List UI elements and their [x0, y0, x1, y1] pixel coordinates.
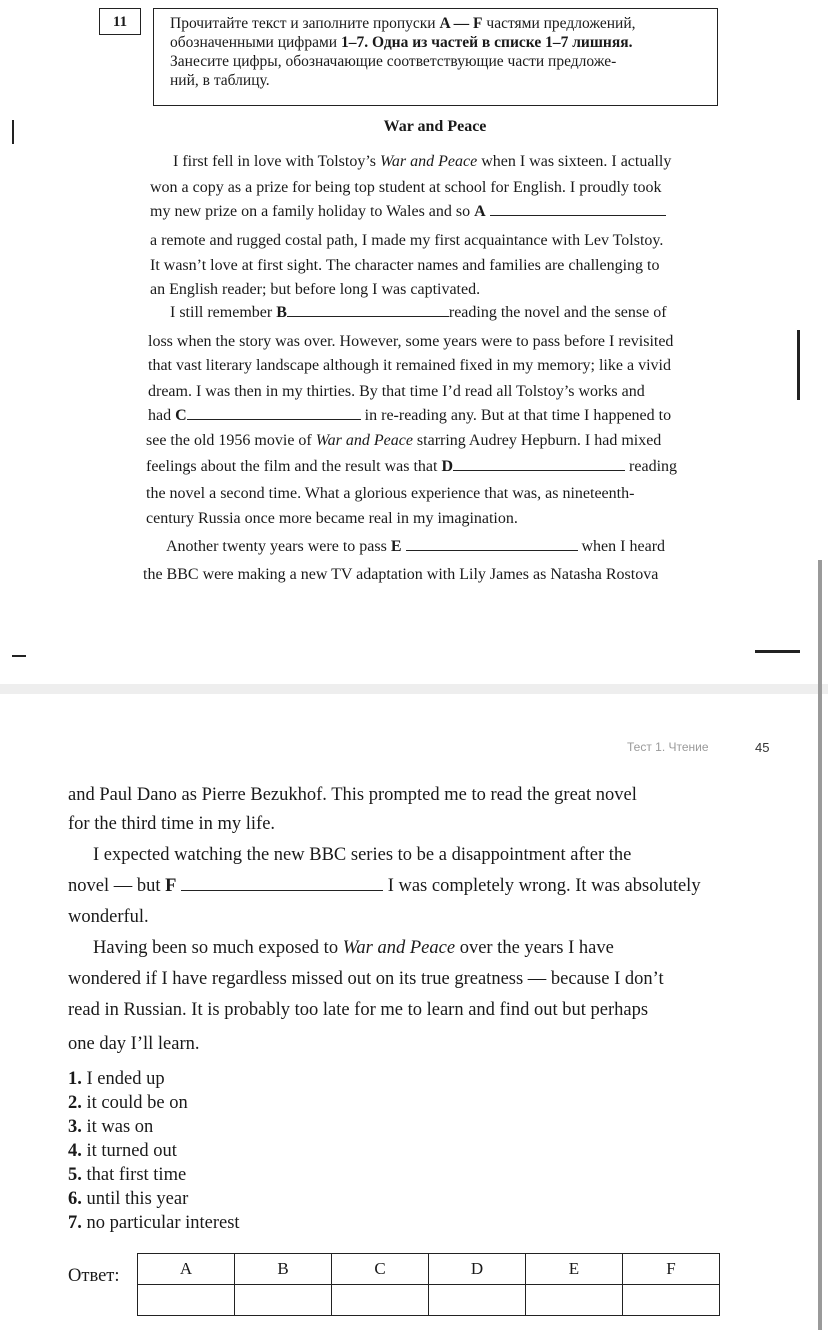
answer-table [137, 1253, 720, 1316]
text-line: I first fell in love with Tolstoy’s War and Peace when I was sixteen. I actually [173, 153, 672, 170]
gap-label: F [165, 876, 177, 896]
answer-input-cell[interactable] [623, 1285, 720, 1316]
gap-blank-e [406, 538, 578, 551]
text-line: wonderful. [68, 907, 149, 927]
answer-label: Ответ: [68, 1266, 120, 1286]
gap-label: E [390, 538, 402, 555]
scan-edge-mark [797, 330, 800, 400]
answer-header-cell: B [235, 1254, 332, 1285]
text-line: an English reader; but before long I was captivated. [150, 281, 481, 298]
option-item: 2. it could be on [68, 1093, 188, 1113]
text-line: It wasn’t love at first sight. The character names and families are challenging to [150, 257, 660, 274]
text-line: feelings about the film and the result was that D reading [146, 458, 678, 475]
text-line: and Paul Dano as Pierre Bezukhof. This prompted me to read the great novel [68, 785, 637, 805]
text-line: see the old 1956 movie of War and Peace starring Audrey Hepburn. I had mixed [146, 432, 662, 449]
text-line: dream. I was then in my thirties. By that time I’d read all Tolstoy’s works and [148, 383, 645, 400]
answer-header-cell: A [138, 1254, 235, 1285]
gap-blank-b [287, 304, 449, 317]
scan-edge-mark [12, 655, 26, 657]
text-line: my new prize on a family holiday to Wales and so A [150, 203, 666, 221]
answer-input-cell[interactable] [429, 1285, 526, 1316]
answer-input-cell[interactable] [332, 1285, 429, 1316]
text-line: one day I’ll learn. [68, 1034, 200, 1054]
text-line: loss when the story was over. However, some years were to pass before I revisited [148, 333, 674, 350]
text-line: Having been so much exposed to War and Peace over the years I have [93, 938, 614, 958]
option-item: 5. that first time [68, 1165, 187, 1185]
option-item: 4. it turned out [68, 1141, 177, 1161]
answer-header-cell: E [526, 1254, 623, 1285]
gap-blank-f [181, 878, 383, 891]
text-line: I still remember B reading the novel and the sense of [170, 304, 667, 321]
text-line: a remote and rugged costal path, I made my first acquaintance with Lev Tolstoy. [150, 232, 664, 249]
text-line: the novel a second time. What a glorious experience that was, as nineteenth- [146, 485, 635, 502]
answer-input-cell[interactable] [235, 1285, 332, 1316]
gap-label: C [175, 407, 187, 424]
text-line: novel — but F I was completely wrong. It was absolutely [68, 876, 701, 896]
scrollbar[interactable] [818, 560, 822, 1330]
answer-header-cell: D [429, 1254, 526, 1285]
scan-edge-mark [755, 650, 800, 653]
running-header: Тест 1. Чтение [627, 740, 709, 754]
gap-blank-a [490, 203, 666, 216]
scan-edge-mark [12, 120, 14, 144]
text-line: read in Russian. It is probably too late for me to learn and find out but perhaps [68, 1000, 649, 1020]
text-line: had C in re-reading any. But at that time I happened to [148, 407, 672, 424]
gap-blank-c [187, 407, 361, 420]
text-line: century Russia once more became real in my imagination. [146, 510, 518, 527]
answer-input-cell[interactable] [138, 1285, 235, 1316]
text-line: the BBC were making a new TV adaptation with Lily James as Natasha Rostova [143, 566, 659, 583]
option-item: 3. it was on [68, 1117, 154, 1137]
option-item: 7. no particular interest [68, 1213, 240, 1233]
gap-label: B [276, 304, 287, 321]
gap-label: A [474, 203, 486, 220]
text-title: War and Peace [383, 118, 487, 135]
text-line: won a copy as a prize for being top student at school for English. I proudly took [150, 179, 662, 196]
gap-label: D [441, 458, 454, 475]
text-line: for the third time in my life. [68, 814, 276, 834]
answer-input-cell[interactable] [526, 1285, 623, 1316]
answer-header-cell: F [623, 1254, 720, 1285]
text-line: that vast literary landscape although it remained fixed in my memory; like a vivid [148, 357, 671, 374]
page-number: 45 [755, 740, 770, 755]
text-line: wondered if I have regardless missed out on its true greatness — because I don’t [68, 969, 664, 989]
answer-header-cell: C [332, 1254, 429, 1285]
gap-blank-d [453, 458, 625, 471]
task-number: 11 [99, 8, 141, 35]
option-item: 6. until this year [68, 1189, 189, 1209]
text-line: I expected watching the new BBC series to be a disappointment after the [93, 845, 632, 865]
page-gap [0, 684, 828, 694]
option-item: 1. I ended up [68, 1069, 165, 1089]
task-instruction: Прочитайте текст и заполните пропуски A — F частями предложений, обозначенными цифрами 1–7. Одна из частей в списке 1–7 лишняя. Занесите цифры, обозначающие соответствующие части предложе- ний, в таблицу. [153, 8, 718, 106]
text-line: Another twenty years were to pass E when I heard [166, 538, 666, 555]
